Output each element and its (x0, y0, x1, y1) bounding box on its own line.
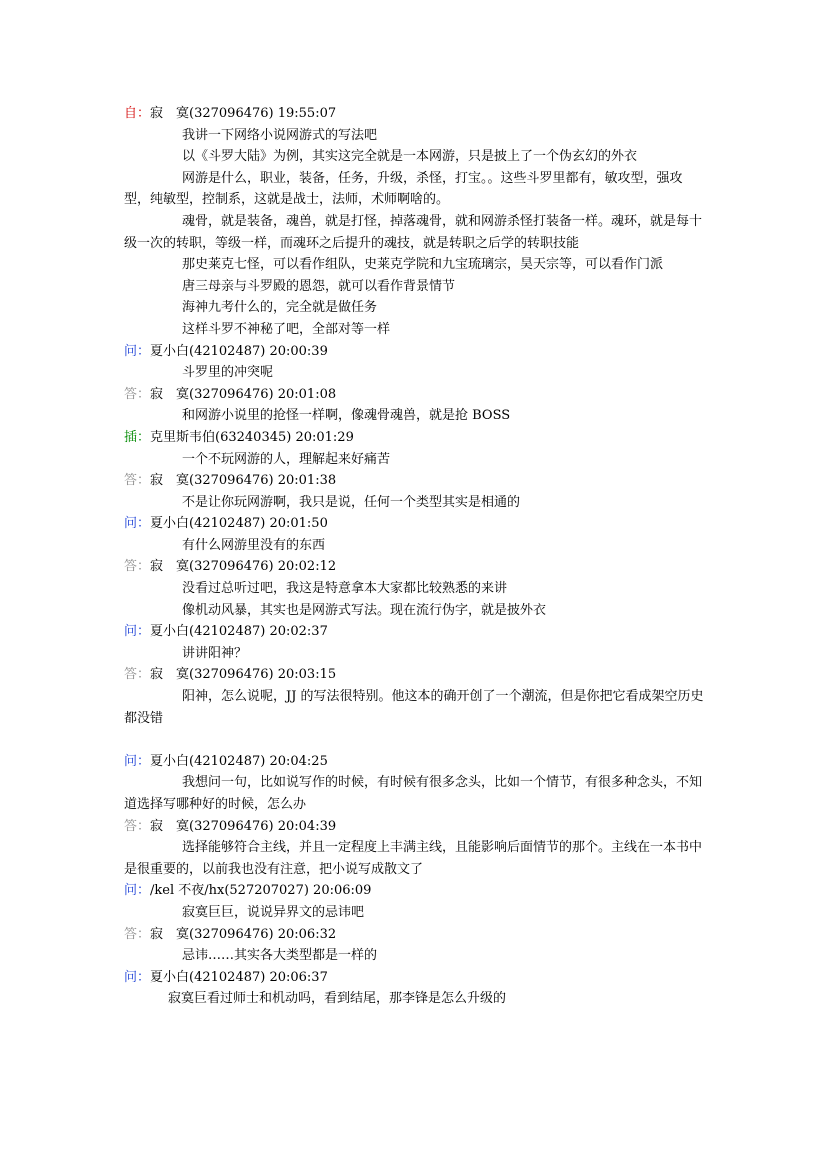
speaker-line: 寂 寞(327096476) 20:06:32 (150, 926, 337, 942)
message-text: 寂寞巨看过师士和机动吗，看到结尾，那李锋是怎么升级的 (168, 991, 507, 1007)
chat-message (124, 427, 704, 470)
speaker-tag: 问： (124, 883, 151, 899)
chat-message (124, 384, 704, 427)
message-text: 没看过总听过吧，我这是特意拿本大家都比较熟悉的来讲 (182, 581, 508, 597)
message-text: 那史莱克七怪，可以看作组队，史莱克学院和九宝琉璃宗，昊天宗等，可以看作门派 (182, 257, 664, 273)
chat-message (124, 924, 704, 967)
speaker-tag: 问： (124, 516, 151, 532)
chat-message (124, 816, 704, 881)
message-text: 不是让你玩网游啊，我只是说，任何一个类型其实是相通的 (182, 494, 521, 510)
message-text: 这样斗罗不神秘了吧，全部对等一样 (182, 321, 391, 337)
message-header (124, 967, 704, 989)
message-text: 选择能够符合主线，并且一定程度上丰满主线，且能影响后面情节的那个。主线在一本书中是很重要的，以前我也没有注意，把小说写成散文了 (124, 840, 703, 877)
message-header (124, 556, 704, 578)
message-header (124, 816, 704, 838)
speaker-line: 寂 寞(327096476) 20:01:38 (150, 473, 337, 489)
chat-message (124, 556, 704, 621)
chat-log (124, 103, 704, 1010)
message-text: 一个不玩网游的人，理解起来好痛苦 (182, 451, 391, 467)
message-header (124, 880, 704, 902)
speaker-line: /kel 不夜/hx(527207027) 20:06:09 (150, 883, 372, 899)
speaker-line: 克里斯韦伯(63240345) 20:01:29 (150, 429, 354, 445)
message-header (124, 513, 704, 535)
message-text: 忌讳……其实各大类型都是一样的 (182, 948, 378, 964)
message-text: 海神九考什么的，完全就是做任务 (182, 300, 378, 316)
speaker-tag: 答： (124, 473, 151, 489)
message-header (124, 664, 704, 686)
speaker-line: 寂 寞(327096476) 20:02:12 (150, 559, 337, 575)
speaker-tag: 插： (124, 429, 151, 445)
message-text: 我讲一下网络小说网游式的写法吧 (182, 127, 378, 143)
message-text: 寂寞巨巨，说说异界文的忌讳吧 (182, 904, 365, 920)
speaker-tag: 答： (124, 559, 151, 575)
speaker-tag: 问： (124, 624, 151, 640)
message-text: 有什么网游里没有的东西 (182, 537, 326, 553)
message-text: 我想问一句，比如说写作的时候，有时候有很多念头，比如一个情节，有很多种念头，不知道选择写哪种好的时候，怎么办 (124, 775, 703, 812)
message-text: 网游是什么，职业，装备，任务，升级，杀怪，打宝。。这些斗罗里都有，敏攻型，强攻型，纯敏型，控制系，这就是战士，法师，术师啊啥的。 (124, 170, 683, 208)
message-header (124, 751, 704, 773)
speaker-line: 夏小白(42102487) 20:06:37 (150, 969, 328, 985)
message-header (124, 621, 704, 643)
speaker-tag: 答： (124, 386, 151, 402)
speaker-line: 寂 寞(327096476) 20:01:08 (150, 386, 337, 402)
message-header (124, 341, 704, 363)
speaker-line: 夏小白(42102487) 20:02:37 (150, 624, 328, 640)
chat-message (124, 751, 704, 816)
message-header (124, 384, 704, 406)
message-header (124, 470, 704, 492)
speaker-tag: 答： (124, 667, 151, 683)
speaker-line: 夏小白(42102487) 20:04:25 (150, 753, 328, 769)
speaker-tag: 问： (124, 969, 151, 985)
message-text: 和网游小说里的抢怪一样啊，像魂骨魂兽，就是抢 BOSS (182, 408, 511, 424)
chat-message (124, 513, 704, 556)
chat-message (124, 664, 704, 750)
message-header (124, 103, 704, 125)
speaker-tag: 答： (124, 926, 151, 942)
message-text: 魂骨，就是装备，魂兽，就是打怪，掉落魂骨，就和网游杀怪打装备一样。魂环，就是每十级一次的转职，等级一样，而魂环之后提升的魂技，就是转职之后学的转职技能 (124, 213, 703, 251)
speaker-line: 夏小白(42102487) 20:00:39 (150, 343, 328, 359)
chat-message (124, 621, 704, 664)
speaker-line: 夏小白(42102487) 20:01:50 (150, 516, 328, 532)
chat-message (124, 341, 704, 384)
speaker-line: 寂 寞(327096476) 20:04:39 (150, 818, 337, 834)
message-text: 阳神，怎么说呢，JJ 的写法很特别。他这本的确开创了一个潮流，但是你把它看成架空历史都没错 (124, 689, 704, 726)
speaker-tag: 自： (124, 106, 151, 121)
chat-message (124, 103, 704, 341)
speaker-tag: 答： (124, 818, 151, 834)
message-text: 以《斗罗大陆》为例，其实这完全就是一本网游，只是披上了一个伪玄幻的外衣 (182, 149, 638, 165)
chat-message (124, 880, 704, 923)
message-text: 斗罗里的冲突呢 (182, 365, 274, 381)
chat-message (124, 470, 704, 513)
speaker-line: 寂 寞(327096476) 19:55:07 (150, 106, 337, 121)
speaker-tag: 问： (124, 343, 151, 359)
blank-line (124, 729, 704, 751)
chat-message (124, 967, 704, 1010)
message-header (124, 924, 704, 946)
message-text: 唐三母亲与斗罗殿的恩怨，就可以看作背景情节 (182, 278, 456, 294)
speaker-line: 寂 寞(327096476) 20:03:15 (150, 667, 337, 683)
message-header (124, 427, 704, 449)
speaker-tag: 问： (124, 753, 151, 769)
message-text: 讲讲阳神？ (182, 645, 248, 661)
message-text: 像机动风暴，其实也是网游式写法。现在流行伪字，就是披外衣 (182, 602, 547, 618)
